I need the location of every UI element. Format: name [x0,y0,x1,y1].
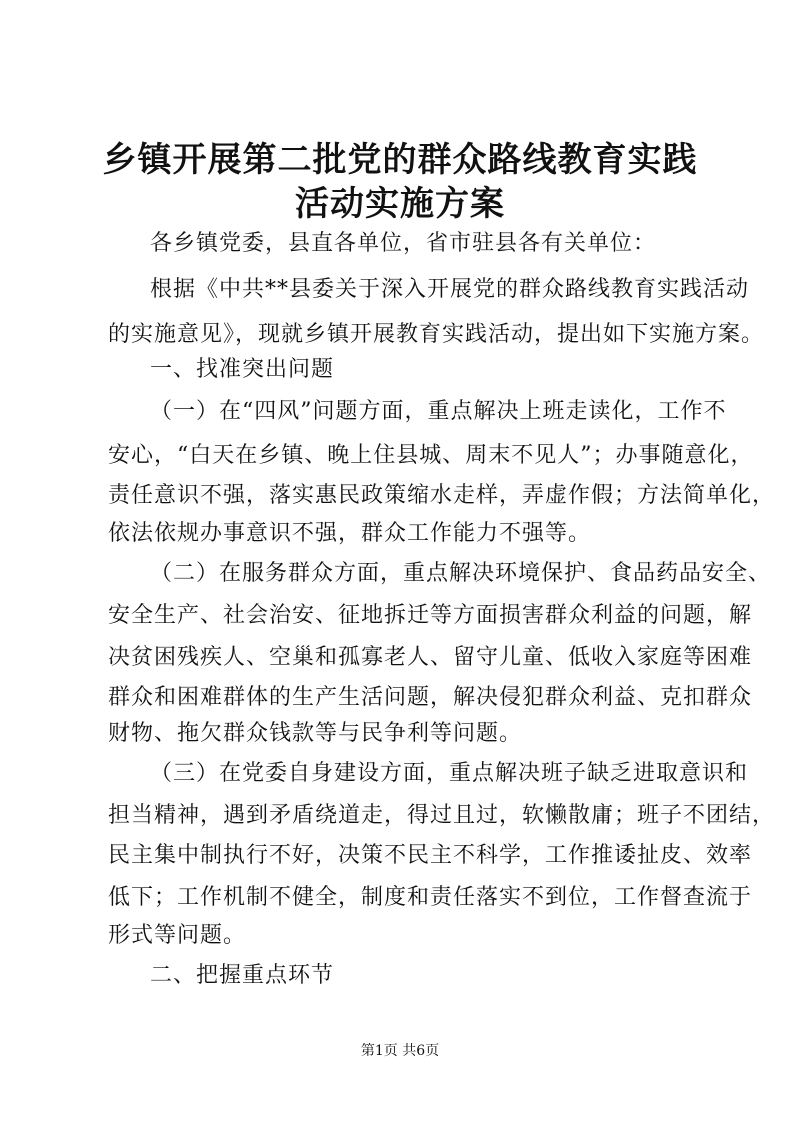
paragraph-line: 群众和困难群体的生产生活问题，解决侵犯群众利益、克扣群众 [108,685,753,710]
paragraph-line: 安心，“白天在乡镇、晚上住县城、周末不见人”；办事随意化， [108,443,754,468]
section-heading: 一、找准突出问题 [150,357,335,382]
paragraph-line: 根据《中共**县委关于深入开展党的群众路线教育实践活动 [150,277,750,302]
document-title: 乡镇开展第二批党的群众路线教育实践活动实施方案 [102,140,698,224]
paragraph-line: （三）在党委自身建设方面，重点解决班子缺乏进取意识和 [150,761,749,786]
paragraph-line: 财物、拖欠群众钱款等与民争利等问题。 [108,721,523,746]
section-heading: 二、把握重点环节 [150,963,335,988]
page-footer: 第1页 共6页 [360,1043,440,1059]
paragraph-line: 低下；工作机制不健全，制度和责任落实不到位，工作督查流于 [108,885,753,910]
salutation-line: 各乡镇党委，县直各单位，省市驻县各有关单位： [150,231,657,256]
paragraph-line: 安全生产、社会治安、征地拆迁等方面损害群众利益的问题，解 [108,603,753,628]
paragraph-line: 责任意识不强，落实惠民政策缩水走样，弄虚作假；方法简单化， [108,483,776,508]
paragraph-line: 的实施意见》，现就乡镇开展教育实践活动，提出如下实施方案。 [108,322,765,347]
paragraph-line: 形式等问题。 [108,923,247,948]
paragraph-line: （一）在“四风”问题方面，重点解决上班走读化，工作不 [150,399,727,424]
paragraph-line: 决贫困残疾人、空巢和孤寡老人、留守儿童、低收入家庭等困难 [108,645,753,670]
paragraph-line: （二）在服务群众方面，重点解决环境保护、食品药品安全、 [150,561,772,586]
paragraph-line: 民主集中制执行不好，决策不民主不科学，工作推诿扯皮、效率 [108,843,753,868]
paragraph-line: 依法依规办事意识不强，群众工作能力不强等。 [108,521,592,546]
paragraph-line: 担当精神，遇到矛盾绕道走，得过且过，软懒散庸；班子不团结， [108,803,776,828]
